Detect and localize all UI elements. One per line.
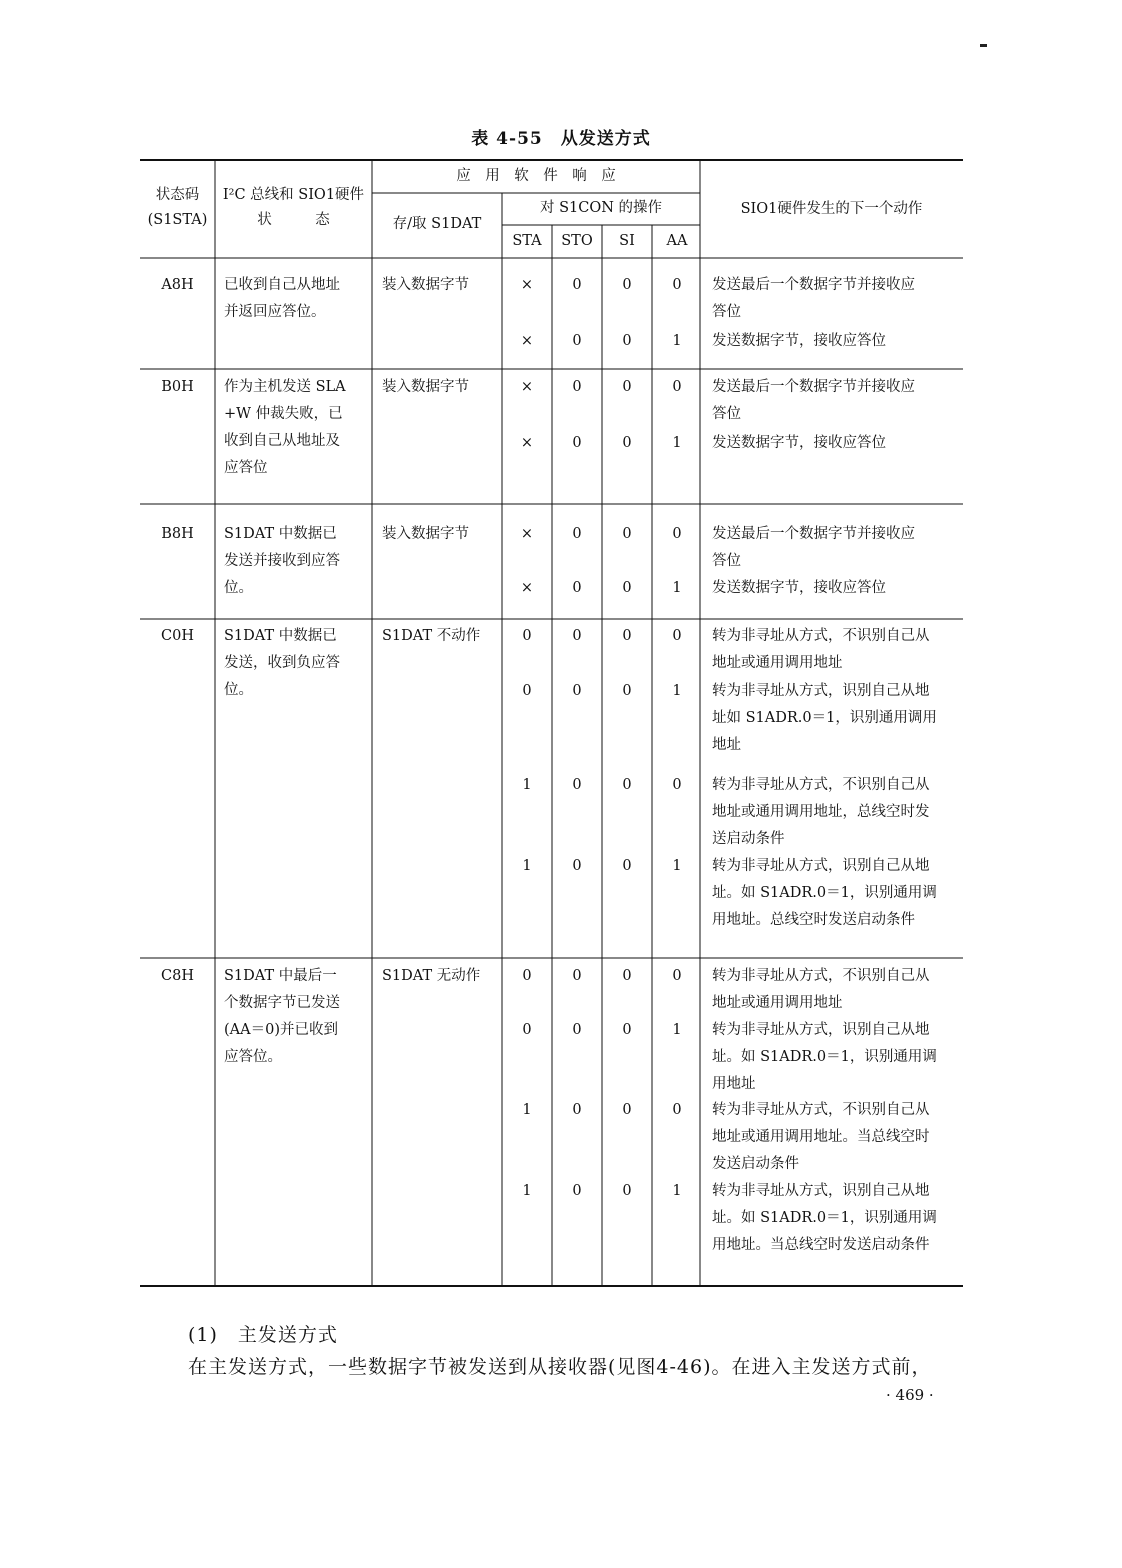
- bit-value-si: 0: [622, 379, 632, 395]
- bit-value-aa: 0: [672, 277, 682, 293]
- rw-s1dat-op: S1DAT 不动作: [382, 628, 481, 644]
- bit-value-si: 0: [622, 1022, 632, 1038]
- bus-state-text: 个数据字节已发送: [224, 995, 340, 1011]
- bit-value-sto: 0: [572, 858, 582, 874]
- bit-value-sto: 0: [572, 333, 582, 349]
- header-bit-sta: STA: [512, 233, 542, 249]
- header-status-code: 状态码: [155, 187, 200, 203]
- bit-value-si: 0: [622, 968, 632, 984]
- bit-value-aa: 0: [672, 526, 682, 542]
- bit-value-sto: 0: [572, 628, 582, 644]
- bit-value-aa: 1: [672, 435, 682, 451]
- bus-state-text: 位。: [224, 682, 253, 698]
- next-action-text: 用地址。总线空时发送启动条件: [712, 912, 915, 928]
- bus-state-text: 收到自己从地址及: [224, 433, 340, 449]
- bit-value-sto: 0: [572, 1102, 582, 1118]
- bit-value-aa: 0: [672, 968, 682, 984]
- bus-state-text: S1DAT 中数据已: [224, 628, 337, 644]
- bit-value-aa: 1: [672, 333, 682, 349]
- bit-value-si: 0: [622, 1102, 632, 1118]
- bit-value-aa: 0: [672, 1102, 682, 1118]
- bit-value-si: 0: [622, 526, 632, 542]
- bit-value-sto: 0: [572, 580, 582, 596]
- bit-value-sto: 0: [572, 1183, 582, 1199]
- next-action-text: 地址或通用调用地址: [712, 655, 843, 671]
- next-action-text: 发送启动条件: [712, 1156, 799, 1172]
- bus-state-text: 应答位。: [224, 1049, 282, 1065]
- bus-state-text: 发送，收到负应答: [224, 655, 340, 671]
- bit-value-aa: 1: [672, 1022, 682, 1038]
- bit-value-si: 0: [622, 777, 632, 793]
- next-action-text: 转为非寻址从方式，不识别自己从: [712, 777, 930, 793]
- bit-value-sta: ×: [520, 379, 534, 395]
- bit-value-sta: ×: [520, 526, 534, 542]
- bit-value-sta: 0: [522, 683, 532, 699]
- bit-value-sta: 1: [522, 1183, 532, 1199]
- rw-s1dat-op: 装入数据字节: [382, 277, 469, 293]
- next-action-text: 用地址。当总线空时发送启动条件: [712, 1237, 930, 1253]
- bus-state-text: 发送并接收到应答: [224, 553, 340, 569]
- header-bit-si: SI: [619, 233, 635, 249]
- bit-value-si: 0: [622, 580, 632, 596]
- next-action-text: 发送最后一个数据字节并接收应: [712, 277, 915, 293]
- bit-value-aa: 0: [672, 628, 682, 644]
- bit-value-si: 0: [622, 628, 632, 644]
- bit-value-sta: 1: [522, 858, 532, 874]
- next-action-text: 答位: [712, 406, 741, 422]
- bus-state-text: 应答位: [224, 460, 268, 476]
- body-paragraph: 在主发送方式，一些数据字节被发送到从接收器(见图4-46)。在进入主发送方式前，: [188, 1356, 932, 1378]
- next-action-text: 答位: [712, 553, 741, 569]
- bit-value-sto: 0: [572, 526, 582, 542]
- bus-state-text: 已收到自己从地址: [224, 277, 340, 293]
- status-code: B8H: [161, 526, 194, 542]
- bus-state-text: 作为主机发送 SLA: [224, 379, 346, 395]
- bus-state-text: 并返回应答位。: [224, 304, 326, 320]
- header-status-code-sub: (S1STA): [147, 212, 208, 228]
- next-action-text: 地址或通用调用地址: [712, 995, 843, 1011]
- bit-value-aa: 1: [672, 858, 682, 874]
- next-action-text: 址。如 S1ADR.0＝1，识别通用调: [712, 1210, 937, 1226]
- next-action-text: 送启动条件: [712, 831, 785, 847]
- next-action-text: 地址或通用调用地址。当总线空时: [712, 1129, 930, 1145]
- header-s1con-ops: 对 S1CON 的操作: [539, 200, 663, 216]
- status-code: C0H: [161, 628, 194, 644]
- next-action-text: 转为非寻址从方式，不识别自己从: [712, 628, 930, 644]
- next-action-text: 用地址: [712, 1076, 756, 1092]
- next-action-text: 转为非寻址从方式，识别自己从地: [712, 1183, 930, 1199]
- bit-value-sto: 0: [572, 683, 582, 699]
- next-action-text: 发送最后一个数据字节并接收应: [712, 379, 915, 395]
- status-code: B0H: [161, 379, 194, 395]
- bit-value-sta: 0: [522, 968, 532, 984]
- next-action-text: 发送数据字节，接收应答位: [712, 333, 886, 349]
- bit-value-sto: 0: [572, 1022, 582, 1038]
- bit-value-sta: 1: [522, 777, 532, 793]
- next-action-text: 发送数据字节，接收应答位: [712, 435, 886, 451]
- page-number: · 469 ·: [886, 1386, 934, 1404]
- table-title: 从发送方式: [560, 129, 651, 149]
- header-bus-state: I²C 总线和 SIO1硬件: [222, 187, 365, 203]
- next-action-text: 转为非寻址从方式，不识别自己从: [712, 1102, 930, 1118]
- bit-value-sta: 0: [522, 628, 532, 644]
- bit-value-sta: ×: [520, 580, 534, 596]
- rw-s1dat-op: S1DAT 无动作: [382, 968, 481, 984]
- next-action-text: 地址或通用调用地址，总线空时发: [712, 804, 930, 820]
- status-code: C8H: [161, 968, 194, 984]
- next-action-text: 发送数据字节，接收应答位: [712, 580, 886, 596]
- bit-value-si: 0: [622, 683, 632, 699]
- rw-s1dat-op: 装入数据字节: [382, 379, 469, 395]
- next-action-text: 转为非寻址从方式，识别自己从地: [712, 858, 930, 874]
- bit-value-sta: 1: [522, 1102, 532, 1118]
- bit-value-sta: ×: [520, 435, 534, 451]
- bit-value-sto: 0: [572, 379, 582, 395]
- bit-value-aa: 0: [672, 777, 682, 793]
- section-heading: (1) 主发送方式: [188, 1324, 338, 1346]
- bit-value-si: 0: [622, 858, 632, 874]
- bit-value-sto: 0: [572, 277, 582, 293]
- bit-value-si: 0: [622, 333, 632, 349]
- bit-value-si: 0: [622, 277, 632, 293]
- bit-value-sta: ×: [520, 333, 534, 349]
- bit-value-sto: 0: [572, 777, 582, 793]
- bit-value-sta: ×: [520, 277, 534, 293]
- bus-state-text: S1DAT 中最后一: [224, 968, 337, 984]
- header-bit-aa: AA: [666, 233, 688, 249]
- bit-value-aa: 1: [672, 580, 682, 596]
- next-action-text: 址如 S1ADR.0＝1，识别通用调用: [712, 710, 937, 726]
- bus-state-text: +W 仲裁失败，已: [224, 406, 343, 422]
- bus-state-text: S1DAT 中数据已: [224, 526, 337, 542]
- bit-value-sto: 0: [572, 968, 582, 984]
- bit-value-si: 0: [622, 435, 632, 451]
- next-action-text: 地址: [712, 737, 741, 753]
- next-action-text: 发送最后一个数据字节并接收应: [712, 526, 915, 542]
- next-action-text: 答位: [712, 304, 741, 320]
- next-action-text: 转为非寻址从方式，识别自己从地: [712, 1022, 930, 1038]
- bit-value-si: 0: [622, 1183, 632, 1199]
- table-number: 表 4-55: [471, 129, 543, 149]
- next-action-text: 转为非寻址从方式，不识别自己从: [712, 968, 930, 984]
- header-rw-s1dat: 存/取 S1DAT: [392, 216, 482, 232]
- bit-value-sto: 0: [572, 435, 582, 451]
- bit-value-aa: 1: [672, 683, 682, 699]
- rw-s1dat-op: 装入数据字节: [382, 526, 469, 542]
- bit-value-sta: 0: [522, 1022, 532, 1038]
- next-action-text: 址。如 S1ADR.0＝1，识别通用调: [712, 885, 937, 901]
- header-bus-state-sub: 状 态: [257, 212, 330, 228]
- bus-state-text: (AA＝0)并已收到: [224, 1022, 338, 1038]
- next-action-text: 转为非寻址从方式，识别自己从地: [712, 683, 930, 699]
- bit-value-aa: 1: [672, 1183, 682, 1199]
- header-app-response: 应 用 软 件 响 应: [456, 168, 616, 184]
- status-code: A8H: [161, 277, 194, 293]
- bus-state-text: 位。: [224, 580, 253, 596]
- bit-value-aa: 0: [672, 379, 682, 395]
- next-action-text: 址。如 S1ADR.0＝1，识别通用调: [712, 1049, 937, 1065]
- header-next-action: SIO1硬件发生的下一个动作: [740, 201, 923, 217]
- header-bit-sto: STO: [561, 233, 593, 249]
